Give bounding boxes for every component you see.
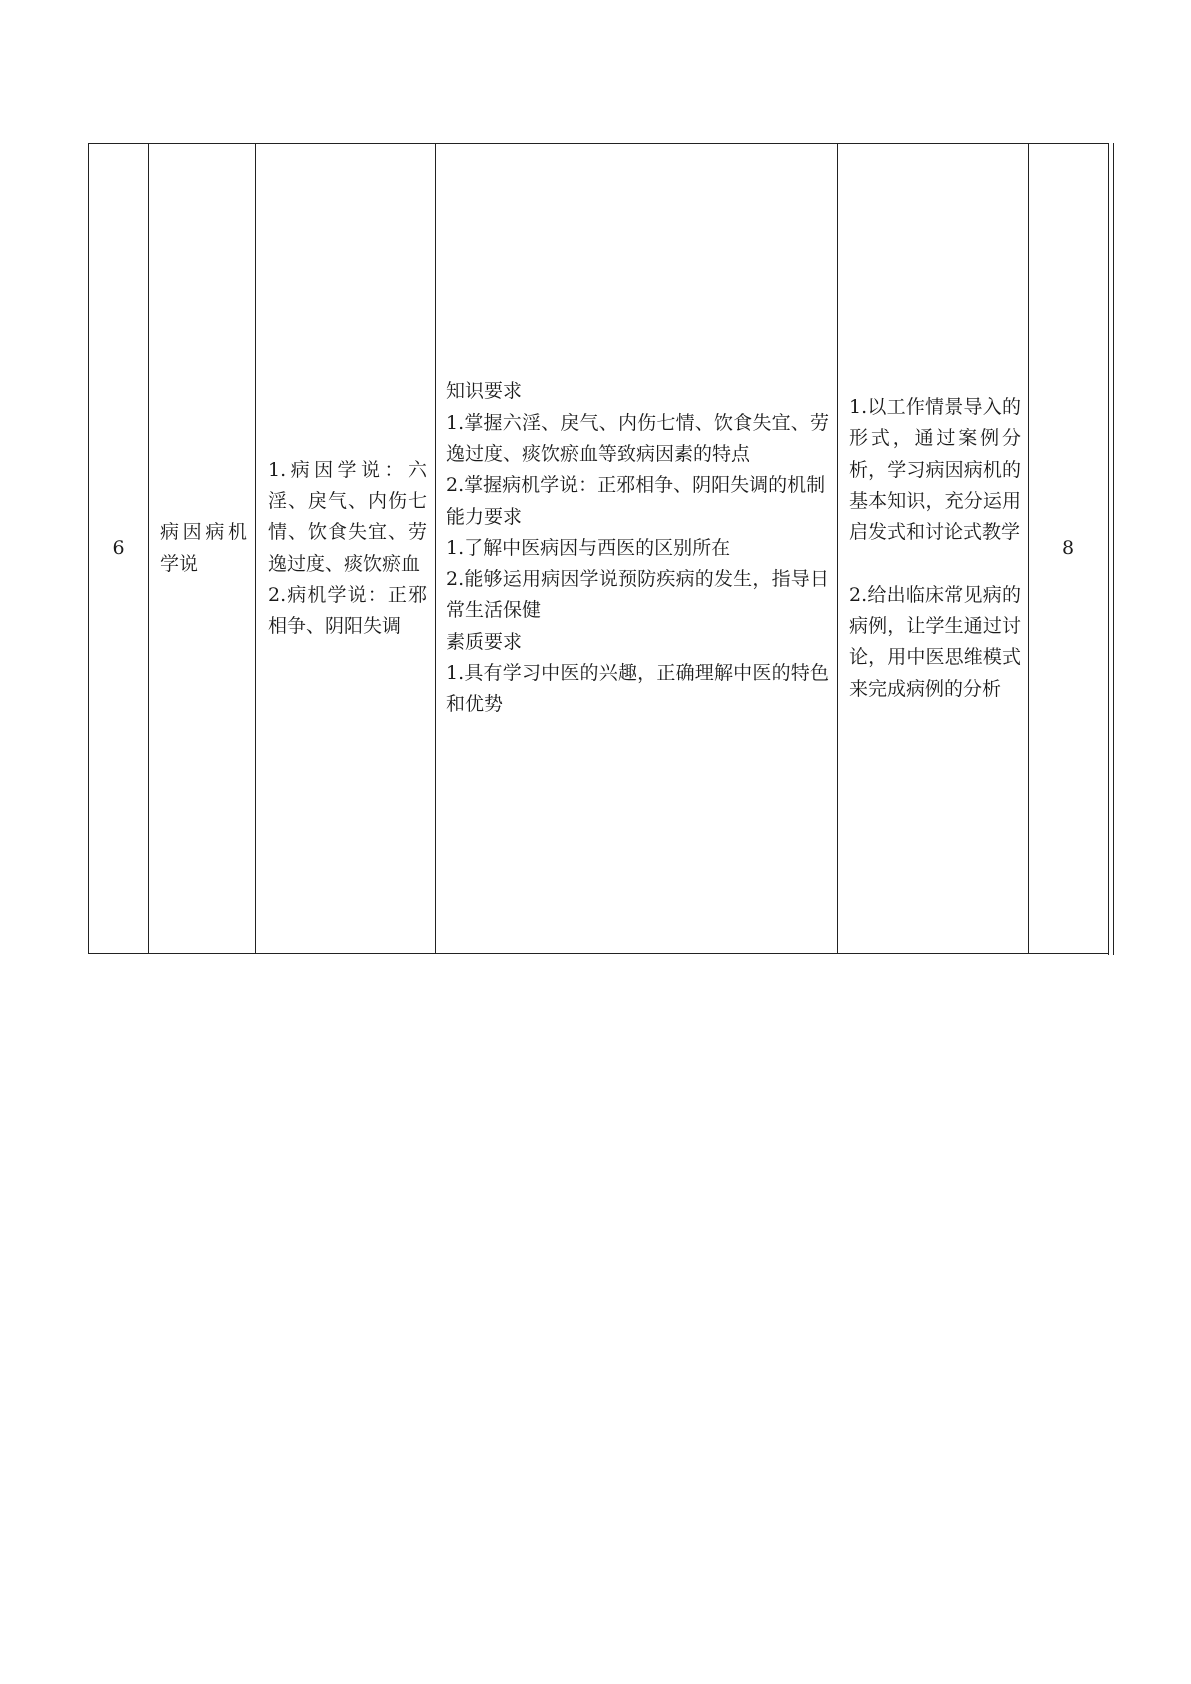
- content-item: 2.病机学说：正邪相争、阴阳失调: [268, 583, 427, 638]
- knowledge-item: 1.掌握六淫、戾气、内伤七情、饮食失宜、劳逸过度、痰饮瘀血等致病因素的特点: [446, 411, 829, 465]
- row-number: 6: [112, 536, 125, 559]
- teaching-method-item: 1.以工作情景导入的形式，通过案例分析，学习病因病机的基本知识，充分运用启发式和讨论式教学: [849, 396, 1021, 544]
- requirements-list: [446, 376, 829, 720]
- teaching-method-item: 2.给出临床常见病的病例，让学生通过讨论，用中医思维模式来完成病例的分析: [849, 583, 1021, 700]
- teaching-methods-cell: [838, 144, 1029, 953]
- ability-item: 1.了解中医病因与西医的区别所在: [446, 536, 731, 559]
- hours-value: 8: [1061, 536, 1075, 559]
- requirements-cell: [436, 144, 838, 953]
- ability-heading: 能力要求: [446, 505, 523, 528]
- ability-item: 2.能够运用病因学说预防疾病的发生，指导日常生活保健: [446, 568, 829, 622]
- unit-title-cell: [149, 144, 256, 953]
- teaching-methods-list: [849, 392, 1021, 705]
- paragraph-gap: [849, 549, 1021, 580]
- quality-heading: 素质要求: [446, 630, 523, 653]
- quality-item: 1.具有学习中医的兴趣，正确理解中医的特色和优势: [446, 662, 829, 716]
- content-item: 1.病因学说：六淫、戾气、内伤七情、饮食失宜、劳逸过度、痰饮瘀血: [268, 458, 427, 575]
- hours-cell: [1029, 144, 1107, 953]
- knowledge-heading: 知识要求: [446, 380, 523, 403]
- content-list: [268, 455, 427, 643]
- curriculum-table: [88, 143, 1108, 954]
- knowledge-item: 2.掌握病机学说：正邪相争、阴阳失调的机制: [446, 474, 826, 497]
- content-cell: [256, 144, 436, 953]
- unit-title: 病因病机学说: [160, 521, 247, 575]
- row-number-cell: [89, 144, 149, 953]
